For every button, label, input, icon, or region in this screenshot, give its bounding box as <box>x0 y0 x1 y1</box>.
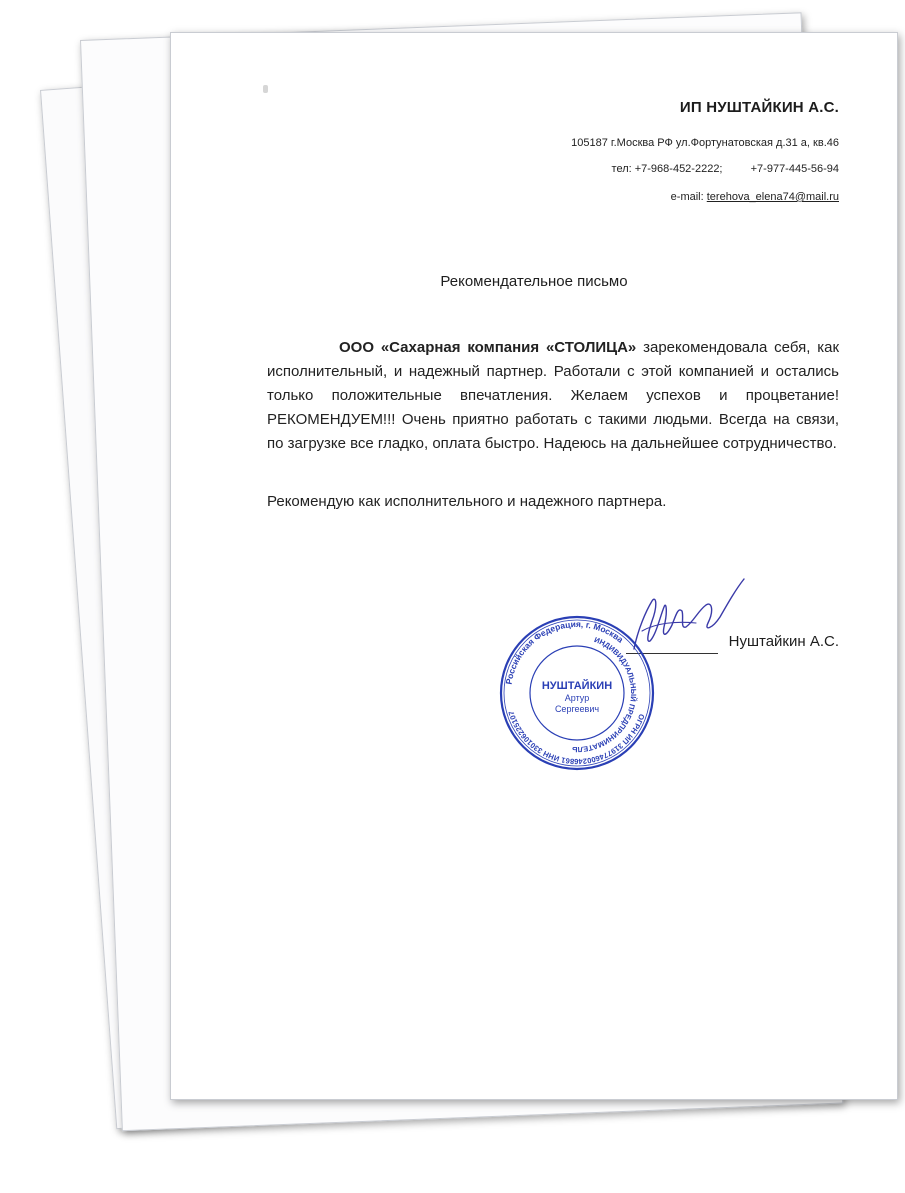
paper-speck <box>263 85 268 93</box>
svg-text:Российская Федерация, г. Москв <box>504 619 626 685</box>
stamp-bottom-ring-text: ОГРН ИП 319774600246861 ИНН 330106225107 <box>506 709 647 767</box>
signer-name: Нуштайкин А.С. <box>728 633 839 650</box>
stamp-center-first-name: Артур <box>564 693 590 703</box>
email-link[interactable]: terehova_elena74@mail.ru <box>706 191 839 203</box>
company-stamp <box>497 613 657 773</box>
stamp-center-name: НУШТАЙКИН <box>541 680 613 692</box>
letter-closing: Рекомендую как исполнительного и надежного партнера. <box>267 493 667 510</box>
stamp-inner-ring-text: ИНДИВИДУАЛЬНЫЙ ПРЕДПРИНИМАТЕЛЬ <box>571 635 639 755</box>
company-email <box>671 191 839 203</box>
letter-body <box>267 336 839 456</box>
company-address: 105187 г.Москва РФ ул.Фортунатовская д.31 а, кв.46 <box>571 137 839 149</box>
stamp-center-patronymic: Сергеевич <box>554 704 600 714</box>
letter-body-text: зарекомендовала себя, как исполнительный, и надежный партнер. Работали с этой компанией и остались только положительные впечатления. Желаем успехов и процветание! РЕКОМЕНДУЕМ!!! Очень приятно работать с такими людьми. Всегда на связи, по загрузке все гладко, оплата быстро. Надеюсь на дальнейшее сотрудничество. <box>267 339 840 452</box>
stamp-outer-ring-text: Российская Федерация, г. Москва <box>503 618 626 686</box>
phone-primary: тел: +7-968-452-2222; <box>611 163 723 175</box>
phone-secondary: +7-977-445-56-94 <box>750 163 839 175</box>
company-name: ИП НУШТАЙКИН А.С. <box>679 99 839 116</box>
letter-page <box>170 32 898 1100</box>
email-label: e-mail: <box>670 191 704 203</box>
document-title: Рекомендательное письмо <box>440 273 628 290</box>
recommended-company: ООО «Сахарная компания «СТОЛИЦА» <box>339 339 637 356</box>
svg-text:ОГРН ИП 319774600246861 ИНН 33 <box>507 710 647 766</box>
company-phones <box>612 163 839 175</box>
